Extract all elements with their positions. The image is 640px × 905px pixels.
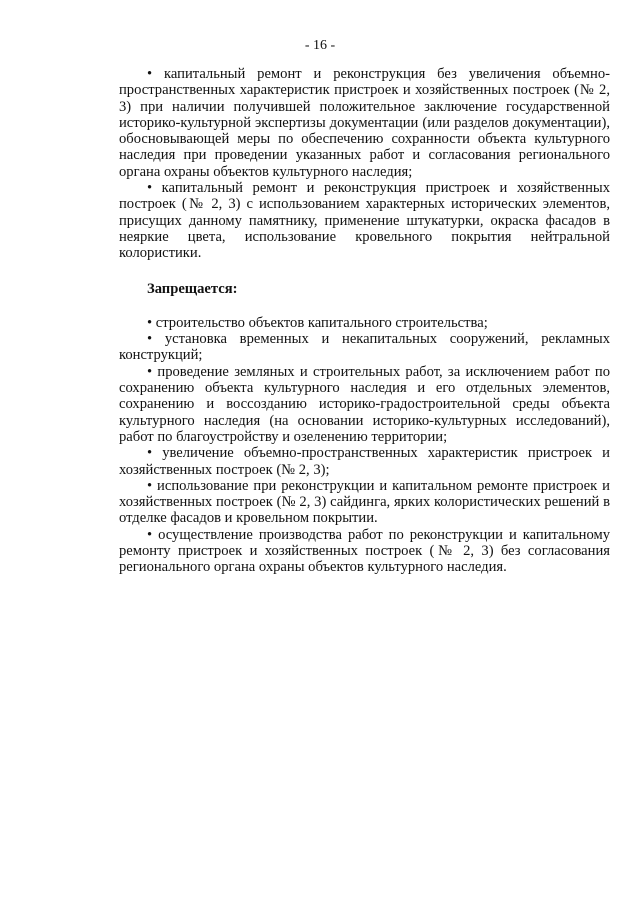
list-item: • использование при реконструкции и капитальном ремонте пристроек и хозяйственных построек (№ 2, 3) сайдинга, ярких колористических решений в отделке фасадов и кровельном покрытии. bbox=[119, 477, 610, 527]
allowed-list bbox=[119, 66, 610, 262]
list-item: • строительство объектов капитального строительства; bbox=[147, 314, 488, 331]
section-heading: Запрещается: bbox=[147, 280, 238, 297]
document-body bbox=[119, 66, 610, 576]
page-number: - 16 - bbox=[304, 38, 336, 53]
prohibited-list bbox=[119, 315, 610, 576]
list-item: • капитальный ремонт и реконструкция без увеличения объемно-пространственных характеристик пристроек и хозяйственных построек (№ 2, 3) при наличии получившей положительное заключение государственной историко-культурной экспертизы документации (или разделов документации), обосновывающей меры по обеспечению сохранности объекта культурного наследия при проведении указанных работ и согласования регионального органа охраны объектов культурного наследия; bbox=[119, 66, 610, 180]
list-item: • капитальный ремонт и реконструкция пристроек и хозяйственных построек (№ 2, 3) с использованием характерных исторических элементов, присущих данному памятнику, применение штукатурки, окраска фасадов в неяркие цвета, использование кровельного покрытия нейтральной колористики. bbox=[119, 180, 610, 262]
list-item: • увеличение объемно-пространственных характеристик пристроек и хозяйственных построек (№ 2, 3); bbox=[119, 445, 610, 478]
list-item: • осуществление производства работ по реконструкции и капитальному ремонту пристроек и хозяйственных построек (№ 2, 3) без согласования регионального органа охраны объектов культурного наследия. bbox=[119, 526, 610, 576]
list-item: • проведение земляных и строительных работ, за исключением работ по сохранению объекта культурного наследия и его отдельных элементов, сохранению и воссозданию историко-градостроительной среды объекта культурного наследия (на основании историко-культурных исследований), работ по благоустройству и озеленению территории; bbox=[119, 363, 610, 445]
list-item: • установка временных и некапитальных сооружений, рекламных конструкций; bbox=[119, 331, 610, 364]
